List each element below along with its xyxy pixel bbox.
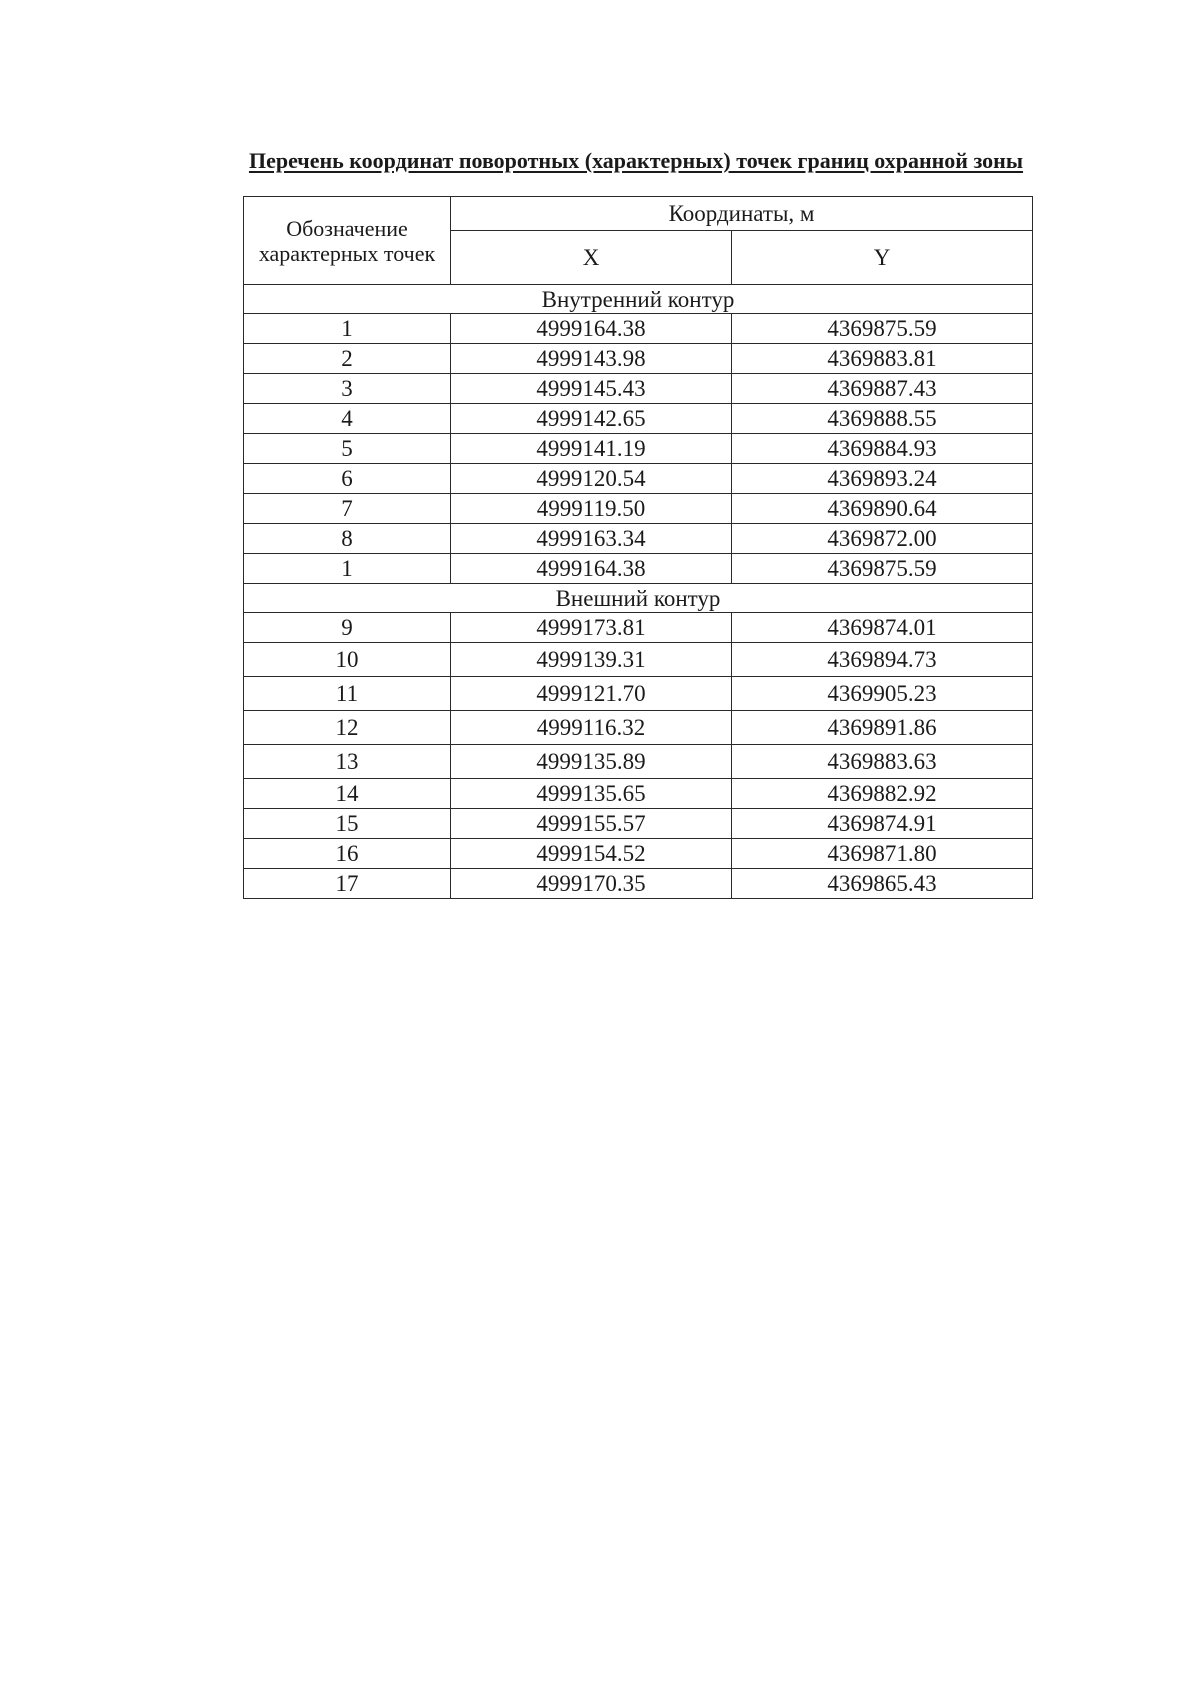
cell-point: 16 bbox=[244, 839, 451, 869]
table-row bbox=[244, 839, 1033, 869]
cell-y: 4369871.80 bbox=[732, 839, 1033, 869]
cell-x: 4999145.43 bbox=[451, 374, 732, 404]
table-row bbox=[244, 643, 1033, 677]
section-title: Внешний контур bbox=[244, 584, 1033, 613]
table-row bbox=[244, 434, 1033, 464]
cell-point: 8 bbox=[244, 524, 451, 554]
cell-y: 4369884.93 bbox=[732, 434, 1033, 464]
coordinates-table bbox=[243, 196, 1033, 899]
header-coordinates: Координаты, м bbox=[451, 197, 1033, 231]
table-row bbox=[244, 524, 1033, 554]
cell-y: 4369883.63 bbox=[732, 745, 1033, 779]
table-row bbox=[244, 869, 1033, 899]
section-row bbox=[244, 285, 1033, 314]
cell-y: 4369875.59 bbox=[732, 314, 1033, 344]
cell-y: 4369874.01 bbox=[732, 613, 1033, 643]
table-row bbox=[244, 613, 1033, 643]
table-row bbox=[244, 711, 1033, 745]
cell-y: 4369893.24 bbox=[732, 464, 1033, 494]
table-row bbox=[244, 344, 1033, 374]
cell-x: 4999154.52 bbox=[451, 839, 732, 869]
cell-x: 4999141.19 bbox=[451, 434, 732, 464]
cell-point: 14 bbox=[244, 779, 451, 809]
cell-point: 4 bbox=[244, 404, 451, 434]
cell-y: 4369874.91 bbox=[732, 809, 1033, 839]
cell-y: 4369872.00 bbox=[732, 524, 1033, 554]
document-title: Перечень координат поворотных (характерных) точек границ охранной зоны bbox=[248, 148, 1024, 173]
cell-point: 12 bbox=[244, 711, 451, 745]
header-x: X bbox=[451, 230, 732, 284]
cell-x: 4999170.35 bbox=[451, 869, 732, 899]
table-row bbox=[244, 314, 1033, 344]
cell-point: 11 bbox=[244, 677, 451, 711]
cell-x: 4999173.81 bbox=[451, 613, 732, 643]
cell-y: 4369890.64 bbox=[732, 494, 1033, 524]
table-row bbox=[244, 404, 1033, 434]
cell-y: 4369894.73 bbox=[732, 643, 1033, 677]
cell-y: 4369875.59 bbox=[732, 554, 1033, 584]
cell-point: 10 bbox=[244, 643, 451, 677]
cell-y: 4369882.92 bbox=[732, 779, 1033, 809]
cell-point: 5 bbox=[244, 434, 451, 464]
section-row bbox=[244, 584, 1033, 613]
table-row bbox=[244, 809, 1033, 839]
table-row bbox=[244, 464, 1033, 494]
cell-x: 4999142.65 bbox=[451, 404, 732, 434]
cell-x: 4999116.32 bbox=[451, 711, 732, 745]
cell-point: 3 bbox=[244, 374, 451, 404]
header-point-designation: Обозначение характерных точек bbox=[244, 197, 451, 285]
cell-x: 4999139.31 bbox=[451, 643, 732, 677]
cell-y: 4369905.23 bbox=[732, 677, 1033, 711]
cell-x: 4999120.54 bbox=[451, 464, 732, 494]
cell-point: 17 bbox=[244, 869, 451, 899]
section-title: Внутренний контур bbox=[244, 285, 1033, 314]
cell-y: 4369891.86 bbox=[732, 711, 1033, 745]
cell-point: 6 bbox=[244, 464, 451, 494]
cell-x: 4999143.98 bbox=[451, 344, 732, 374]
cell-x: 4999155.57 bbox=[451, 809, 732, 839]
cell-y: 4369883.81 bbox=[732, 344, 1033, 374]
header-y: Y bbox=[732, 230, 1033, 284]
table-row bbox=[244, 494, 1033, 524]
cell-y: 4369887.43 bbox=[732, 374, 1033, 404]
cell-point: 9 bbox=[244, 613, 451, 643]
cell-x: 4999163.34 bbox=[451, 524, 732, 554]
table-body bbox=[244, 285, 1033, 899]
table-row bbox=[244, 554, 1033, 584]
cell-x: 4999135.89 bbox=[451, 745, 732, 779]
table-row bbox=[244, 779, 1033, 809]
cell-y: 4369888.55 bbox=[732, 404, 1033, 434]
cell-point: 1 bbox=[244, 314, 451, 344]
cell-x: 4999135.65 bbox=[451, 779, 732, 809]
table-row bbox=[244, 677, 1033, 711]
cell-y: 4369865.43 bbox=[732, 869, 1033, 899]
cell-point: 1 bbox=[244, 554, 451, 584]
cell-x: 4999164.38 bbox=[451, 554, 732, 584]
cell-x: 4999164.38 bbox=[451, 314, 732, 344]
cell-point: 7 bbox=[244, 494, 451, 524]
cell-point: 13 bbox=[244, 745, 451, 779]
cell-x: 4999121.70 bbox=[451, 677, 732, 711]
table-row bbox=[244, 374, 1033, 404]
cell-x: 4999119.50 bbox=[451, 494, 732, 524]
table-row bbox=[244, 745, 1033, 779]
cell-point: 2 bbox=[244, 344, 451, 374]
cell-point: 15 bbox=[244, 809, 451, 839]
